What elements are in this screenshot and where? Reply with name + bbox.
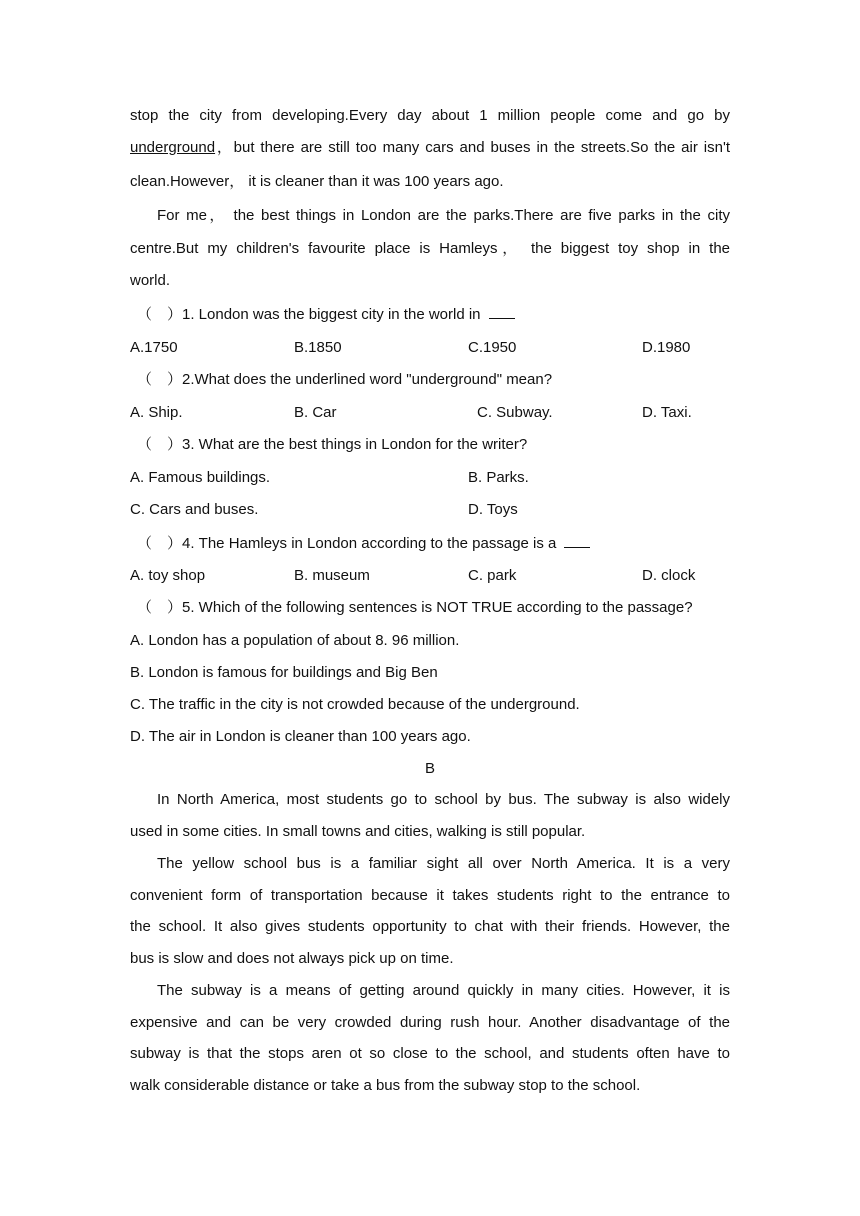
passage-b-line: walk considerable distance or take a bus from the subway stop to the school. — [130, 1077, 641, 1094]
option: D. Toys — [468, 501, 518, 518]
option: A. Ship. — [130, 404, 183, 421]
option: B. museum — [294, 567, 370, 584]
option: C. Cars and buses. — [130, 501, 259, 518]
passage-b-line: bus is slow and does not always pick up on time. — [130, 950, 454, 967]
option: A. toy shop — [130, 567, 206, 584]
underlined-word: underground — [130, 139, 216, 156]
question-2: （ ）2.What does the underlined word "underground" mean? — [137, 371, 553, 388]
option: D. Taxi. — [642, 404, 692, 421]
answer-blank — [489, 304, 515, 319]
passage-b-line: the school. It also gives students opportunity to chat with their friends. However, the — [130, 918, 730, 935]
passage-a-line: For me， the best things in London are the parks.There are five parks in the city — [157, 207, 730, 224]
option: A.1750 — [130, 339, 178, 356]
passage-b-line: used in some cities. In small towns and cities, walking is still popular. — [130, 823, 586, 840]
option: C. Subway. — [477, 404, 553, 421]
option: C. The traffic in the city is not crowded because of the underground. — [130, 696, 580, 713]
passage-b-line: subway is that the stops aren ot so close to the school, and students often have to — [130, 1045, 730, 1062]
option: D. clock — [642, 567, 696, 584]
option: B. Parks. — [468, 469, 529, 486]
question-5: （ ）5. Which of the following sentences is NOT TRUE according to the passage? — [137, 599, 693, 616]
question-stem: （ ）4. The Hamleys in London according to the passage is a — [137, 535, 557, 552]
option: B.1850 — [294, 339, 342, 356]
passage-a-line: clean.However， it is cleaner than it was 100 years ago. — [130, 173, 504, 190]
option: B. Car — [294, 404, 337, 421]
option: A. Famous buildings. — [130, 469, 271, 486]
option: A. London has a population of about 8. 96 million. — [130, 632, 460, 649]
passage-b-line: The yellow school bus is a familiar sight all over North America. It is a very — [157, 855, 730, 872]
question-1 — [137, 304, 730, 325]
passage-b-line: expensive and can be very crowded during rush hour. Another disadvantage of the — [130, 1014, 730, 1031]
option: C.1950 — [468, 339, 517, 356]
passage-b-line: In North America, most students go to school by bus. The subway is also widely — [157, 791, 730, 808]
option: D. The air in London is cleaner than 100 years ago. — [130, 728, 471, 745]
section-heading: B — [424, 760, 435, 777]
question-stem: （ ）1. London was the biggest city in the world in — [137, 306, 481, 323]
option: B. London is famous for buildings and Big Ben — [130, 664, 438, 681]
question-4 — [137, 533, 730, 554]
passage-a-line-rest: ，but there are still too many cars and buses in the streets.So the air isn't — [215, 139, 730, 156]
passage-a-line: world. — [130, 272, 171, 289]
passage-b-line: The subway is a means of getting around quickly in many cities. However, it is — [157, 982, 730, 999]
question-3: （ ）3. What are the best things in London for the writer? — [137, 436, 528, 453]
passage-a-line: stop the city from developing.Every day about 1 million people come and go by — [130, 107, 730, 124]
passage-b-line: convenient form of transportation because it takes students right to the entrance to — [130, 887, 730, 904]
option: C. park — [468, 567, 517, 584]
passage-a-line: centre.But my children's favourite place is Hamleys， the biggest toy shop in the — [130, 240, 730, 257]
passage-a-line — [130, 138, 730, 158]
option: D.1980 — [642, 339, 691, 356]
answer-blank — [564, 533, 590, 548]
